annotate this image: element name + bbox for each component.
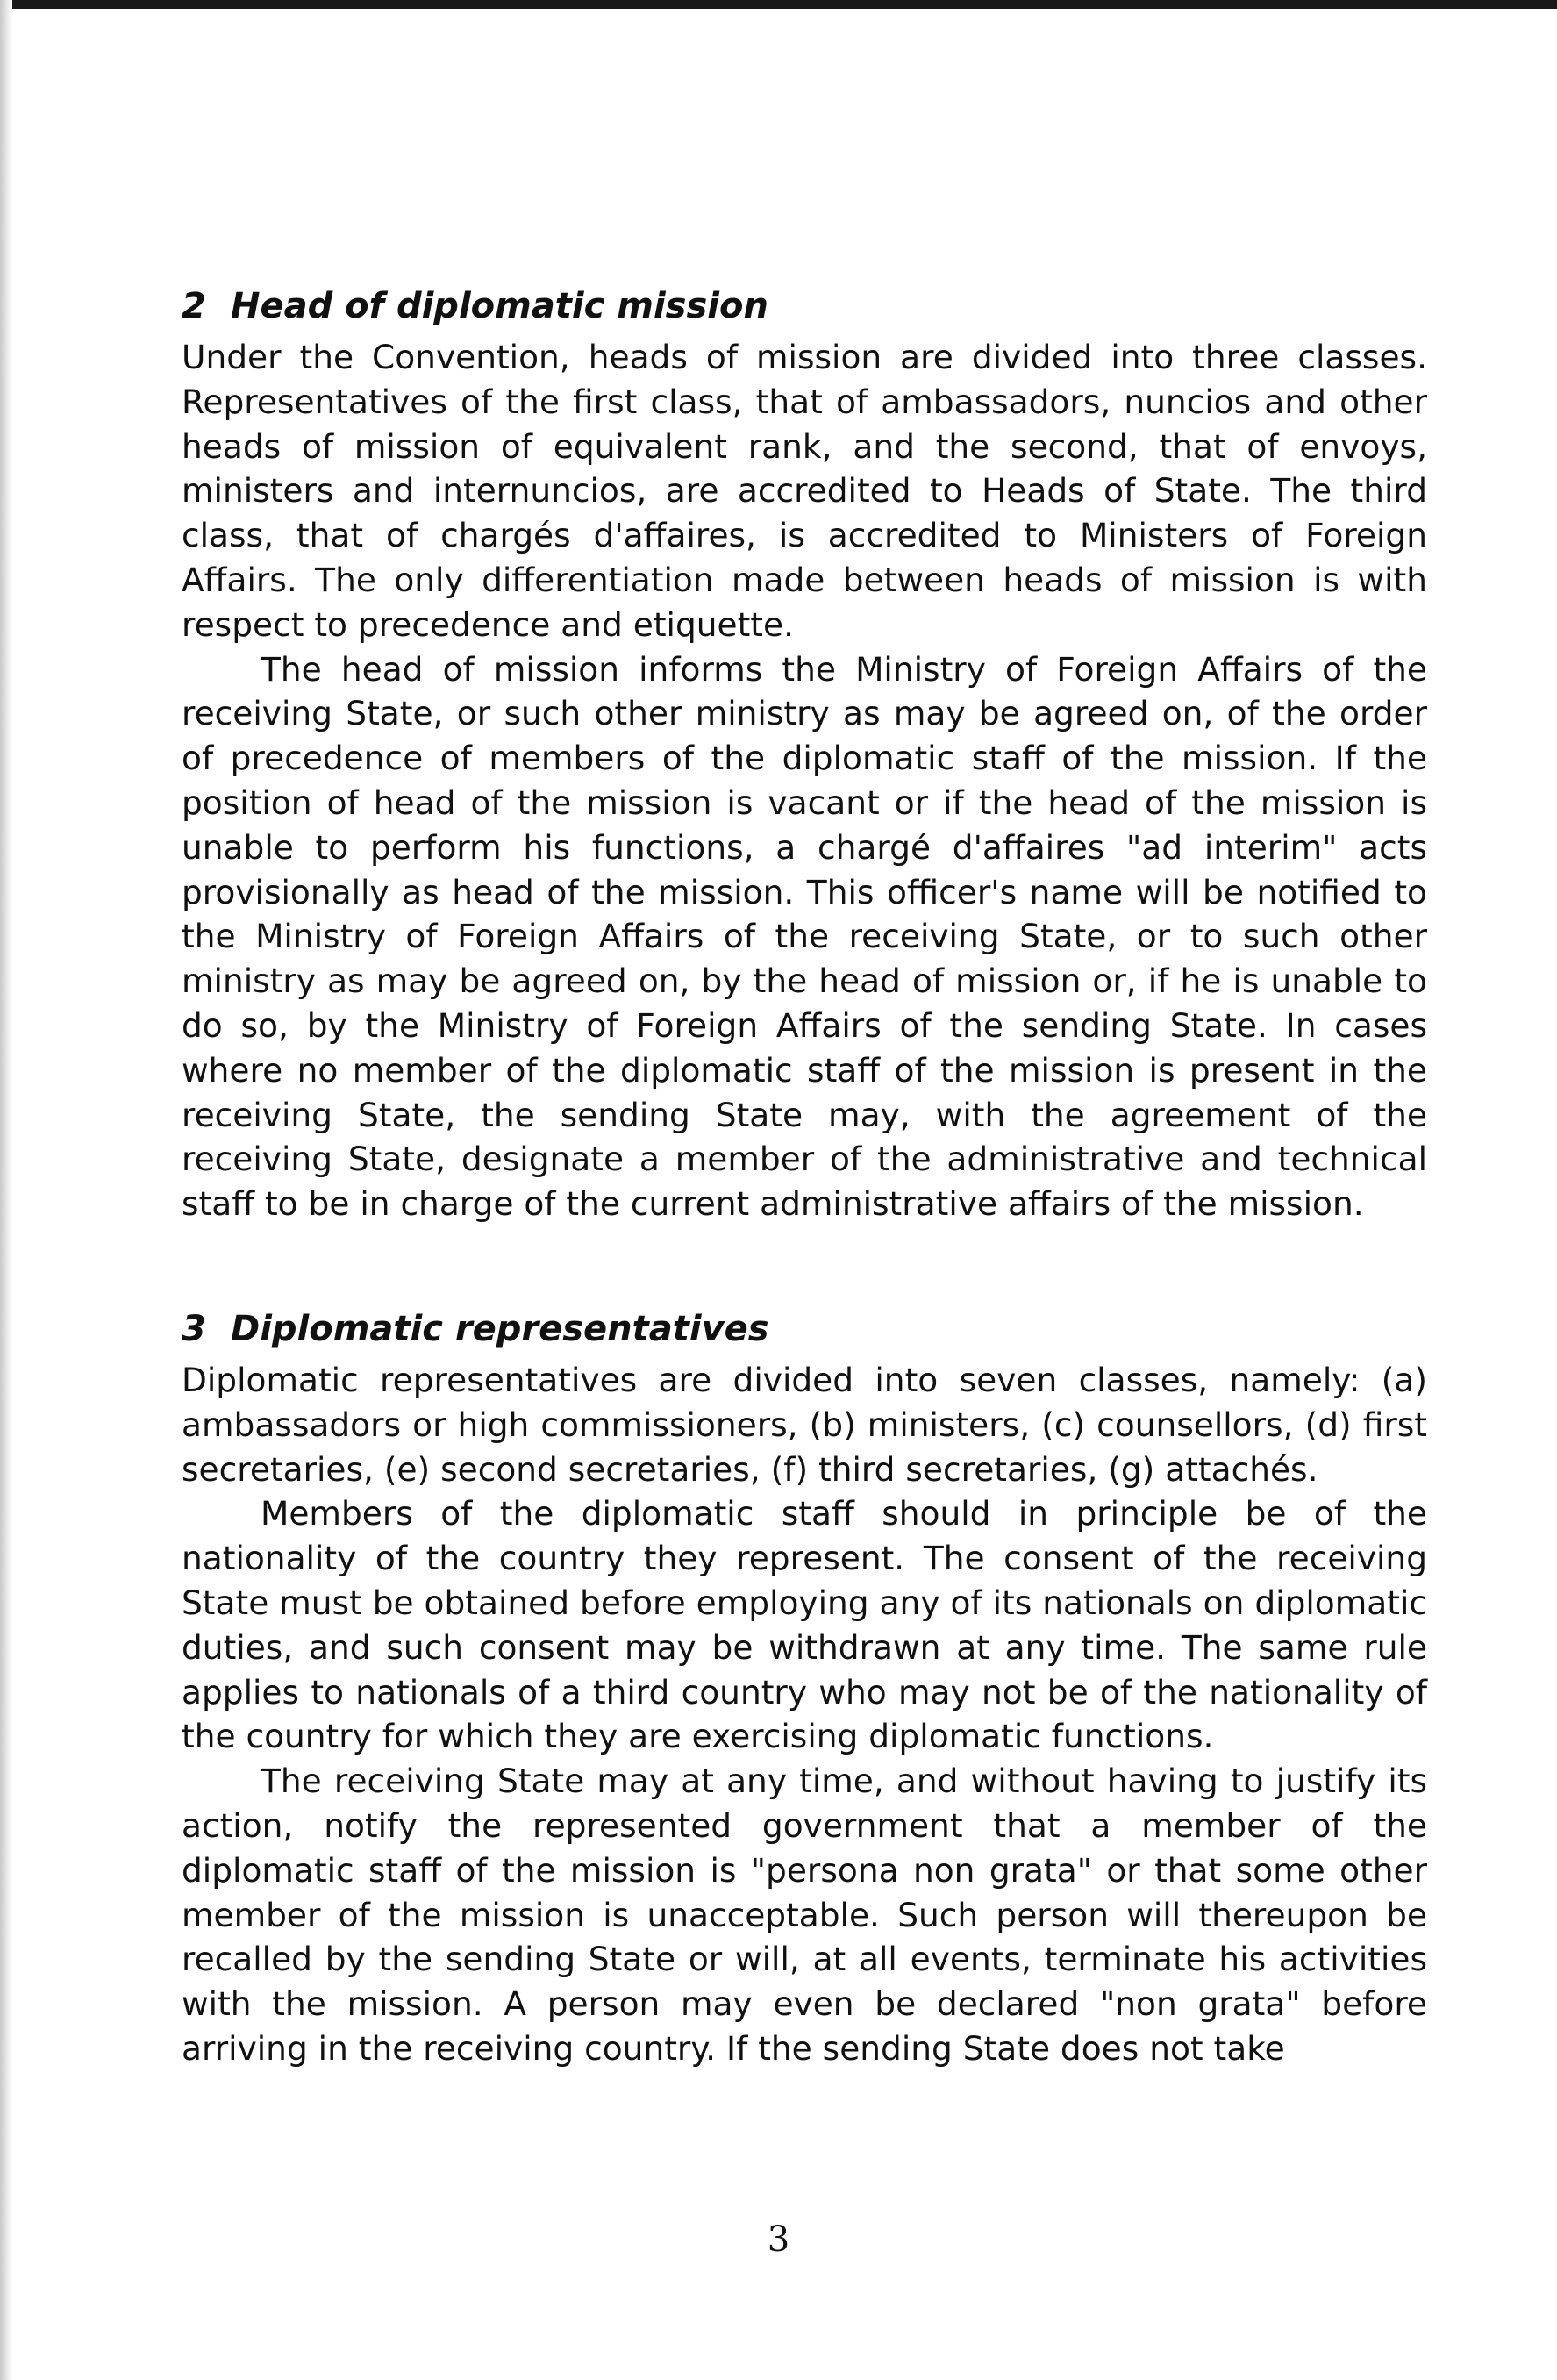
- left-scan-edge: [0, 0, 12, 2380]
- section-number: 3: [182, 1308, 206, 1349]
- section-title: Head of diplomatic mission: [231, 286, 768, 326]
- section-diplomatic-representatives: [182, 1304, 1427, 2071]
- page-body: [182, 281, 1427, 2071]
- paragraph: Diplomatic representatives are divided into seven classes, namely: (a) ambassadors or high commissioners, (b) ministers, (c) counsellors, (d) first secretaries, (e) second secretaries, (f) third secretaries, (g) attachés.: [182, 1360, 1427, 1489]
- paragraph: Under the Convention, heads of mission are divided into three classes. Representatives of the first class, that of ambassadors, nuncios and other heads of mission of equivalent rank, and the second, that of envoys, ministers and internuncios, are accredited to Heads of State. The third class, that of chargés d'affaires, is accredited to Ministers of Foreign Affairs. The only differentiation made between heads of mission is with respect to precedence and etiquette.: [182, 338, 1427, 644]
- section-number: 2: [182, 286, 206, 326]
- paragraph: The head of mission informs the Ministry of Foreign Affairs of the receiving State, or such other ministry as may be agreed on, of the order of precedence of members of the diplomatic staff of the mission. If the position of head of the mission is vacant or if the head of the mission is unable to perform his functions, a chargé d'affaires "ad interim" acts provisionally as head of the mission. This officer's name will be notified to the Ministry of Foreign Affairs of the receiving State, or to such other ministry as may be agreed on, by the head of mission or, if he is unable to do so, by the Ministry of Foreign Affairs of the sending State. In cases where no member of the diplomatic staff of the mission is present in the receiving State, the sending State may, with the agreement of the receiving State, designate a member of the administrative and technical staff to be in charge of the current administrative affairs of the mission.: [182, 649, 1427, 1224]
- page-number: 3: [767, 2219, 790, 2260]
- section-head-of-mission: [182, 281, 1427, 1226]
- section-title: Diplomatic representatives: [231, 1308, 769, 1349]
- section-heading: [182, 281, 1427, 332]
- section-heading: [182, 1304, 1427, 1354]
- top-scan-edge: [0, 0, 1557, 9]
- paragraph: Members of the diplomatic staff should in principle be of the nationality of the country they represent. The consent of the receiving State must be obtained before employing any of its nationals on diplomatic duties, and such consent may be withdrawn at any time. The same rule applies to nationals of a third country who may not be of the nationality of the country for which they are exercising diplomatic functions.: [182, 1494, 1427, 1756]
- paragraph: The receiving State may at any time, and without having to justify its action, notify the represented government that a member of the diplomatic staff of the mission is "persona non grata" or that some other member of the mission is unacceptable. Such person will thereupon be recalled by the sending State or will, at all events, terminate his activities with the mission. A person may even be declared "non grata" before arriving in the receiving country. If the sending State does not take: [182, 1762, 1427, 2068]
